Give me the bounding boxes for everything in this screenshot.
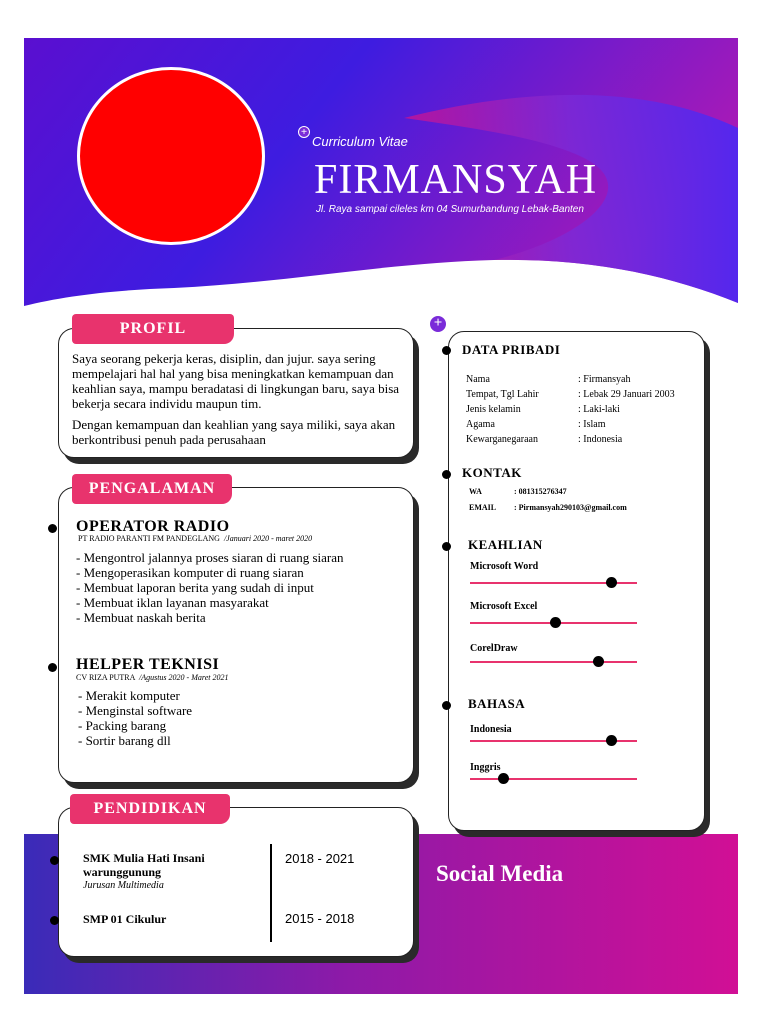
- skill-bar: [470, 661, 637, 663]
- profile-card: [58, 328, 414, 458]
- job-title: OPERATOR RADIO: [76, 518, 230, 535]
- plus-icon: +: [298, 126, 310, 138]
- personal-row: Nama : Firmansyah: [466, 374, 631, 385]
- candidate-name: FIRMANSYAH: [314, 157, 598, 203]
- school-name: SMP 01 Cikulur: [83, 912, 167, 926]
- personal-card: [448, 331, 705, 831]
- bullet-icon: [442, 346, 451, 355]
- contact-heading: KONTAK: [462, 465, 522, 480]
- bullet-icon: [48, 663, 57, 672]
- contact-row: EMAIL : Pirmansyah290103@gmail.com: [469, 503, 627, 512]
- language-level-knob: [606, 735, 617, 746]
- profile-paragraph-1: Saya seorang pekerja keras, disiplin, dan jujur. saya sering mempelajari hal hal yang bisa meningkatkan kemampuan dan keahlian saya, mampu beradatasi di lingkungan baru, saya bisa bekerja secara individu maupun tim.: [72, 351, 400, 411]
- job-company: CV RIZA PUTRA /Agustus 2020 - Maret 2021: [76, 673, 229, 682]
- job-task: - Merakit komputer: [78, 688, 180, 703]
- divider-line: [270, 844, 272, 942]
- experience-card: [58, 487, 414, 783]
- profile-paragraph-2: Dengan kemampuan dan keahlian yang saya miliki, saya akan berkontribusi penuh pada perusahaan: [72, 417, 396, 447]
- language-label: Inggris: [470, 762, 501, 773]
- school-name: SMK Mulia Hati Insani warunggunung: [83, 851, 205, 879]
- education-card: [58, 807, 414, 957]
- profile-photo: [77, 67, 265, 245]
- skill-level-knob: [593, 656, 604, 667]
- job-task: - Membuat iklan layanan masyarakat: [76, 595, 269, 610]
- candidate-address: Jl. Raya sampai cileles km 04 Sumurbandung Lebak-Banten: [316, 204, 584, 215]
- social-media-label: Social Media: [436, 861, 564, 886]
- language-level-knob: [498, 773, 509, 784]
- bullet-icon: [442, 470, 451, 479]
- language-bar: [470, 778, 637, 780]
- skill-level-knob: [606, 577, 617, 588]
- education-heading: PENDIDIKAN: [70, 794, 230, 824]
- school-years: 2015 - 2018: [285, 911, 355, 926]
- job-task: - Membuat naskah berita: [76, 610, 206, 625]
- job-task: - Membuat laporan berita yang sudah di input: [76, 580, 314, 595]
- language-label: Indonesia: [470, 724, 512, 735]
- bullet-icon: [48, 524, 57, 533]
- skills-heading: KEAHLIAN: [468, 537, 543, 552]
- bullet-icon: [442, 701, 451, 710]
- bullet-icon: [50, 916, 59, 925]
- bullet-icon: [442, 542, 451, 551]
- skill-label: Microsoft Word: [470, 561, 539, 572]
- profile-heading: PROFIL: [72, 314, 234, 344]
- job-task: - Mengontrol jalannya proses siaran di ruang siaran: [76, 550, 344, 565]
- bullet-icon: [50, 856, 59, 865]
- plus-icon: +: [428, 314, 448, 334]
- personal-row: Jenis kelamin : Laki-laki: [466, 404, 620, 415]
- school-major: Jurusan Multimedia: [83, 880, 164, 891]
- job-task: - Packing barang: [78, 718, 167, 733]
- job-task: - Mengoperasikan komputer di ruang siaran: [76, 565, 304, 580]
- experience-heading: PENGALAMAN: [72, 474, 232, 504]
- languages-heading: BAHASA: [468, 696, 526, 711]
- skill-label: CorelDraw: [470, 643, 518, 654]
- personal-row: Tempat, Tgl Lahir : Lebak 29 Januari 2003: [466, 389, 675, 400]
- job-company: PT RADIO PARANTI FM PANDEGLANG /Januari 2020 - maret 2020: [78, 534, 313, 543]
- personal-row: Kewarganegaraan : Indonesia: [466, 434, 623, 445]
- job-task: - Sortir barang dll: [78, 733, 171, 748]
- resume-page: [24, 38, 738, 994]
- personal-row: Agama : Islam: [466, 419, 606, 430]
- job-title: HELPER TEKNISI: [76, 656, 220, 673]
- contact-row: WA : 081315276347: [469, 487, 567, 496]
- skill-level-knob: [550, 617, 561, 628]
- job-task: - Menginstal software: [78, 703, 193, 718]
- skill-label: Microsoft Excel: [470, 601, 538, 612]
- personal-heading: DATA PRIBADI: [462, 342, 561, 357]
- school-years: 2018 - 2021: [285, 851, 355, 866]
- cv-title: Curriculum Vitae: [312, 134, 408, 149]
